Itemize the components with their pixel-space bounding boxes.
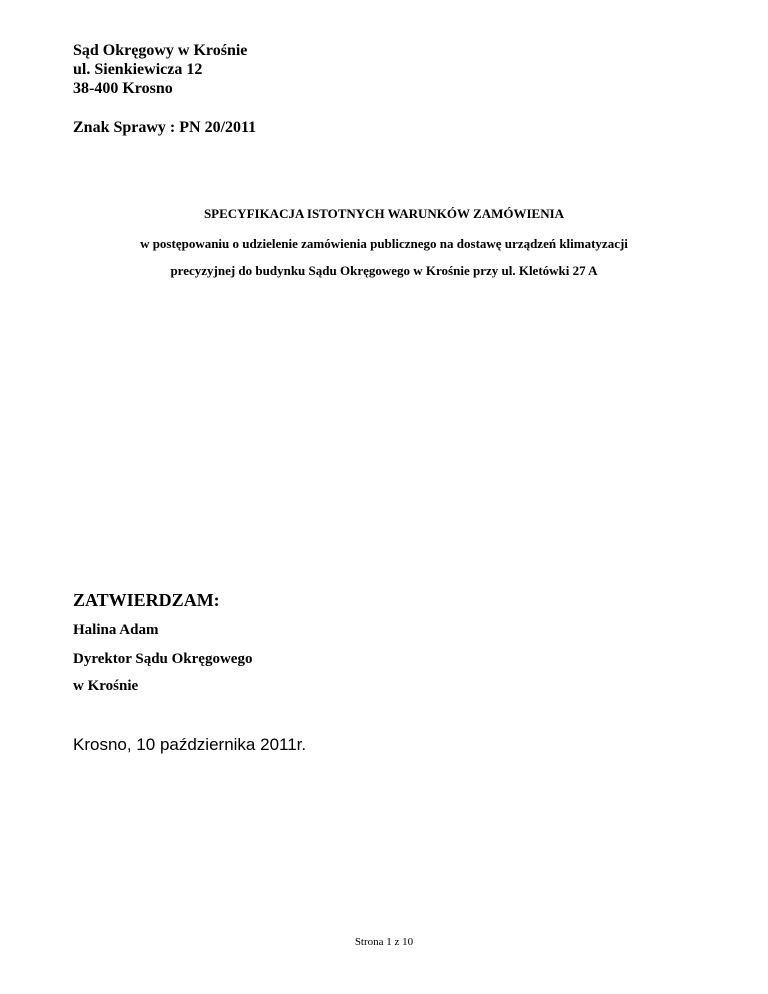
approver-name: Halina Adam	[73, 622, 159, 638]
page-number: Strona 1 z 10	[354, 936, 414, 948]
court-street: ul. Sienkiewicza 12	[73, 61, 203, 78]
court-postal-city: 38-400 Krosno	[73, 80, 173, 97]
document-date: Krosno, 10 października 2011r.	[73, 735, 307, 754]
court-address-block	[73, 41, 247, 98]
approval-heading: ZATWIERDZAM:	[73, 590, 220, 610]
approver-position: Dyrektor Sądu Okręgowego	[73, 651, 253, 667]
document-subtitle-line1: w postępowaniu o udzielenie zamówienia publicznego na dostawę urządzeń klimatyzacji	[140, 236, 628, 251]
document-subtitle-line2: precyzyjnej do budynku Sądu Okręgowego w Krośnie przy ul. Kletówki 27 A	[170, 263, 598, 278]
approver-location: w Krośnie	[73, 678, 139, 694]
case-reference: Znak Sprawy : PN 20/2011	[73, 119, 257, 136]
document-title: SPECYFIKACJA ISTOTNYCH WARUNKÓW ZAMÓWIENIA	[203, 206, 565, 221]
court-name: Sąd Okręgowy w Krośnie	[73, 42, 248, 59]
